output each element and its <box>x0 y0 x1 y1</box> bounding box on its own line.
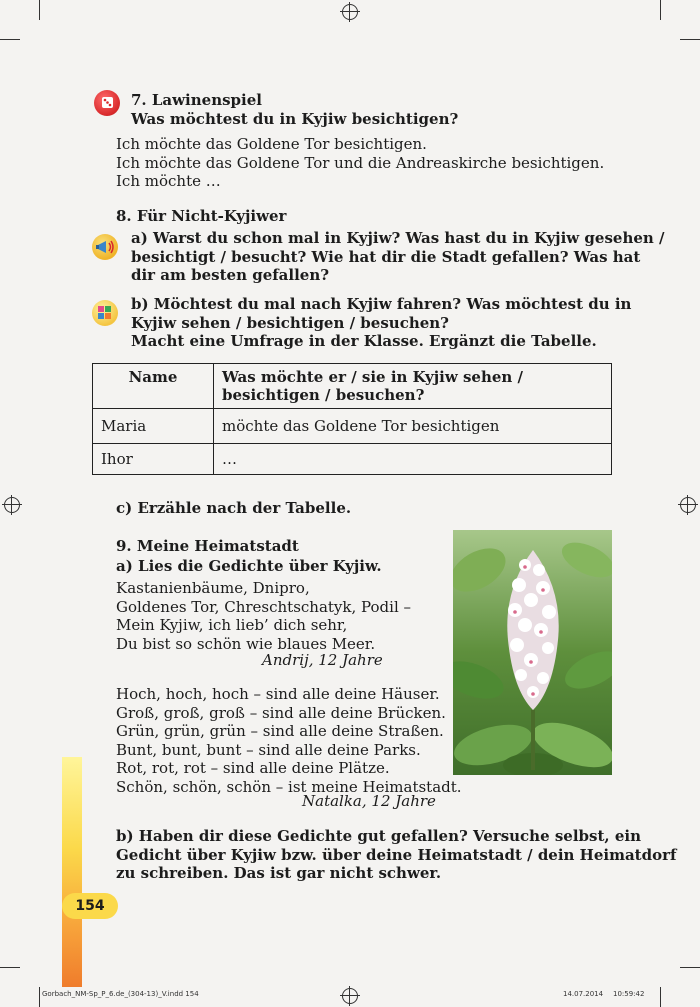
footer-file: Gorbach_NM-Sp_P_6.de_(304-13)_V.indd 154 <box>42 990 199 998</box>
footer-time: 10:59:42 <box>613 990 645 998</box>
poem-line: Kastanienbäume, Dnipro, <box>116 579 310 597</box>
ex7-question: Was möchtest du in Kyjiw besichtigen? <box>131 109 459 128</box>
ex9-a: a) Lies die Gedichte über Kyjiw. <box>116 557 382 575</box>
ex8-b-line: Macht eine Umfrage in der Klasse. Ergänzt die Tabelle. <box>131 332 597 350</box>
registration-mark-bottom <box>342 988 358 1004</box>
ex8-a-line: a) Warst du schon mal in Kyjiw? Was hast du in Kyjiw gesehen / <box>131 229 665 247</box>
poem-line: Rot, rot, rot – sind alle deine Plätze. <box>116 759 390 777</box>
poem-line: Mein Kyjiw, ich lieb’ dich sehr, <box>116 616 348 634</box>
table-cell: Maria <box>93 409 214 444</box>
survey-table <box>92 363 612 475</box>
ex8-a <box>131 229 665 285</box>
ex8-b <box>131 295 631 351</box>
margin-accent-strip <box>62 757 82 987</box>
poem-line: Goldenes Tor, Chreschtschatyk, Podil – <box>116 597 412 616</box>
ex9-b-line: Gedicht über Kyjiw bzw. über deine Heimatstadt / dein Heimatdorf <box>116 845 677 864</box>
poem-2-author: Natalka, 12 Jahre <box>302 792 436 810</box>
registration-mark-right <box>680 497 696 513</box>
ex9-b <box>116 827 676 883</box>
ex8-a-line: dir am besten gefallen? <box>131 266 330 284</box>
table-cell: Ihor <box>93 444 214 475</box>
table-header-question: Was möchte er / sie in Kyjiw sehen / besichtigen / besuchen? <box>214 364 612 409</box>
chestnut-blossom-photo <box>453 530 612 775</box>
ex7-examples <box>116 135 604 191</box>
ex8-title: 8. Für Nicht-Kyjiwer <box>116 207 287 225</box>
poem-2 <box>116 685 462 796</box>
dice-icon <box>94 90 120 116</box>
ex7-line: Ich möchte … <box>116 172 221 190</box>
ex7-line: Ich möchte das Goldene Tor und die Andreaskirche besichtigen. <box>116 153 605 172</box>
table-row <box>93 409 612 444</box>
puzzle-icon <box>92 300 118 326</box>
poem-line: Hoch, hoch, hoch – sind alle deine Häuser. <box>116 685 440 703</box>
poem-line: Schön, schön, schön – ist meine Heimatstadt. <box>116 777 462 796</box>
ex9-b-line: zu schreiben. Das ist gar nicht schwer. <box>116 864 442 882</box>
ex7-title: 7. Lawinenspiel <box>131 91 262 109</box>
megaphone-icon <box>92 234 118 260</box>
ex7-line: Ich möchte das Goldene Tor besichtigen. <box>116 135 427 153</box>
registration-mark-top <box>342 4 358 20</box>
registration-mark-left <box>4 497 20 513</box>
ex8-c: c) Erzähle nach der Tabelle. <box>116 499 352 517</box>
ex8-b-line: Kyjiw sehen / besichtigen / besuchen? <box>131 313 449 332</box>
poem-1 <box>116 579 411 653</box>
ex8-b-line: b) Möchtest du mal nach Kyjiw fahren? Was möchtest du in <box>131 295 632 313</box>
poem-1-author: Andrij, 12 Jahre <box>262 651 383 669</box>
table-header-name: Name <box>93 364 214 409</box>
poem-line: Bunt, bunt, bunt – sind alle deine Parks. <box>116 740 421 759</box>
ex8-a-line: besichtigt / besucht? Wie hat dir die Stadt gefallen? Was hat <box>131 247 641 266</box>
poem-line: Du bist so schön wie blaues Meer. <box>116 634 376 653</box>
poem-line: Grün, grün, grün – sind alle deine Straßen. <box>116 722 444 740</box>
page-number: 154 <box>62 893 118 919</box>
ex9-b-line: b) Haben dir diese Gedichte gut gefallen? Versuche selbst, ein <box>116 827 641 845</box>
footer-date: 14.07.2014 <box>563 990 604 998</box>
poem-line: Groß, groß, groß – sind alle deine Brücken. <box>116 703 446 722</box>
ex9-title: 9. Meine Heimatstadt <box>116 537 299 555</box>
table-header-row <box>93 364 612 409</box>
table-cell: … <box>214 444 612 475</box>
table-cell: möchte das Goldene Tor besichtigen <box>214 409 612 444</box>
table-row <box>93 444 612 475</box>
